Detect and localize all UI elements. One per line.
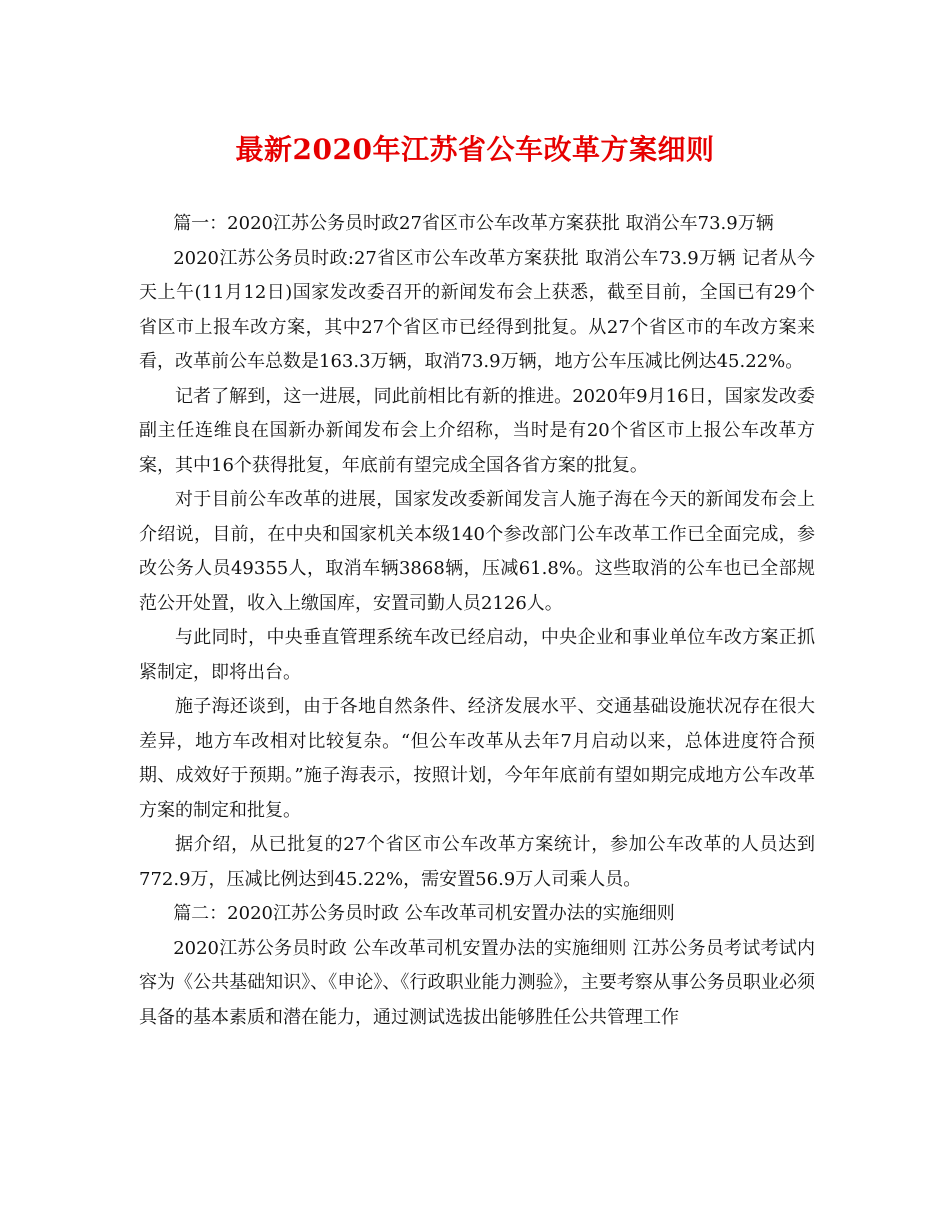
paragraph-1: 2020江苏公务员时政:27省区市公车改革方案获批 取消公车73.9万辆 记者从今天上午(11月12日)国家发改委召开的新闻发布会上获悉，截至目前，全国已有29个省区市上报车改方案，其中27个省区市已经得到批复。从27个省区市的车改方案来看，改革前公车总数是163.3万辆，取消73.9万辆，地方公车压减比例达45.22%。 <box>139 247 815 372</box>
document-body <box>139 207 815 1035</box>
paragraph-6: 据介绍，从已批复的27个省区市公车改革方案统计，参加公车改革的人员达到772.9万，压减比例达到45.22%，需安置56.9万人司乘人员。 <box>139 834 815 890</box>
paragraph-7: 2020江苏公务员时政 公车改革司机安置办法的实施细则 江苏公务员考试考试内容为《公共基础知识》、《申论》、《行政职业能力测验》，主要考察从事公务员职业必须具备的基本素质和潜在能力，通过测试选拔出能够胜任公共管理工作 <box>139 937 815 1028</box>
section-heading-1: 篇一：2020江苏公务员时政27省区市公车改革方案获批 取消公车73.9万辆 <box>173 213 774 234</box>
paragraph-5: 施子海还谈到，由于各地自然条件、经济发展水平、交通基础设施状况存在很大差异，地方车改相对比较复杂。“但公车改革从去年7月启动以来，总体进度符合预期、成效好于预期。”施子海表示，按照计划，今年年底前有望如期完成地方公车改革方案的制定和批复。 <box>139 696 815 821</box>
paragraph-4: 与此同时，中央垂直管理系统车改已经启动，中央企业和事业单位车改方案正抓紧制定，即将出台。 <box>139 627 815 683</box>
paragraph-2: 记者了解到，这一进展，同此前相比有新的推进。2020年9月16日，国家发改委副主任连维良在国新办新闻发布会上介绍称，当时是有20个省区市上报公车改革方案，其中16个获得批复，年底前有望完成全国各省方案的批复。 <box>139 385 815 476</box>
paragraph-3: 对于目前公车改革的进展，国家发改委新闻发言人施子海在今天的新闻发布会上介绍说，目前，在中央和国家机关本级140个参改部门公车改革工作已全面完成，参改公务人员49355人，取消车辆3868辆，压减61.8%。这些取消的公车也已全部规范公开处置，收入上缴国库，安置司勤人员2126人。 <box>139 489 815 614</box>
document-title: 最新2020年江苏省公车改革方案细则 <box>235 133 715 166</box>
section-heading-2: 篇二：2020江苏公务员时政 公车改革司机安置办法的实施细则 <box>173 903 675 924</box>
